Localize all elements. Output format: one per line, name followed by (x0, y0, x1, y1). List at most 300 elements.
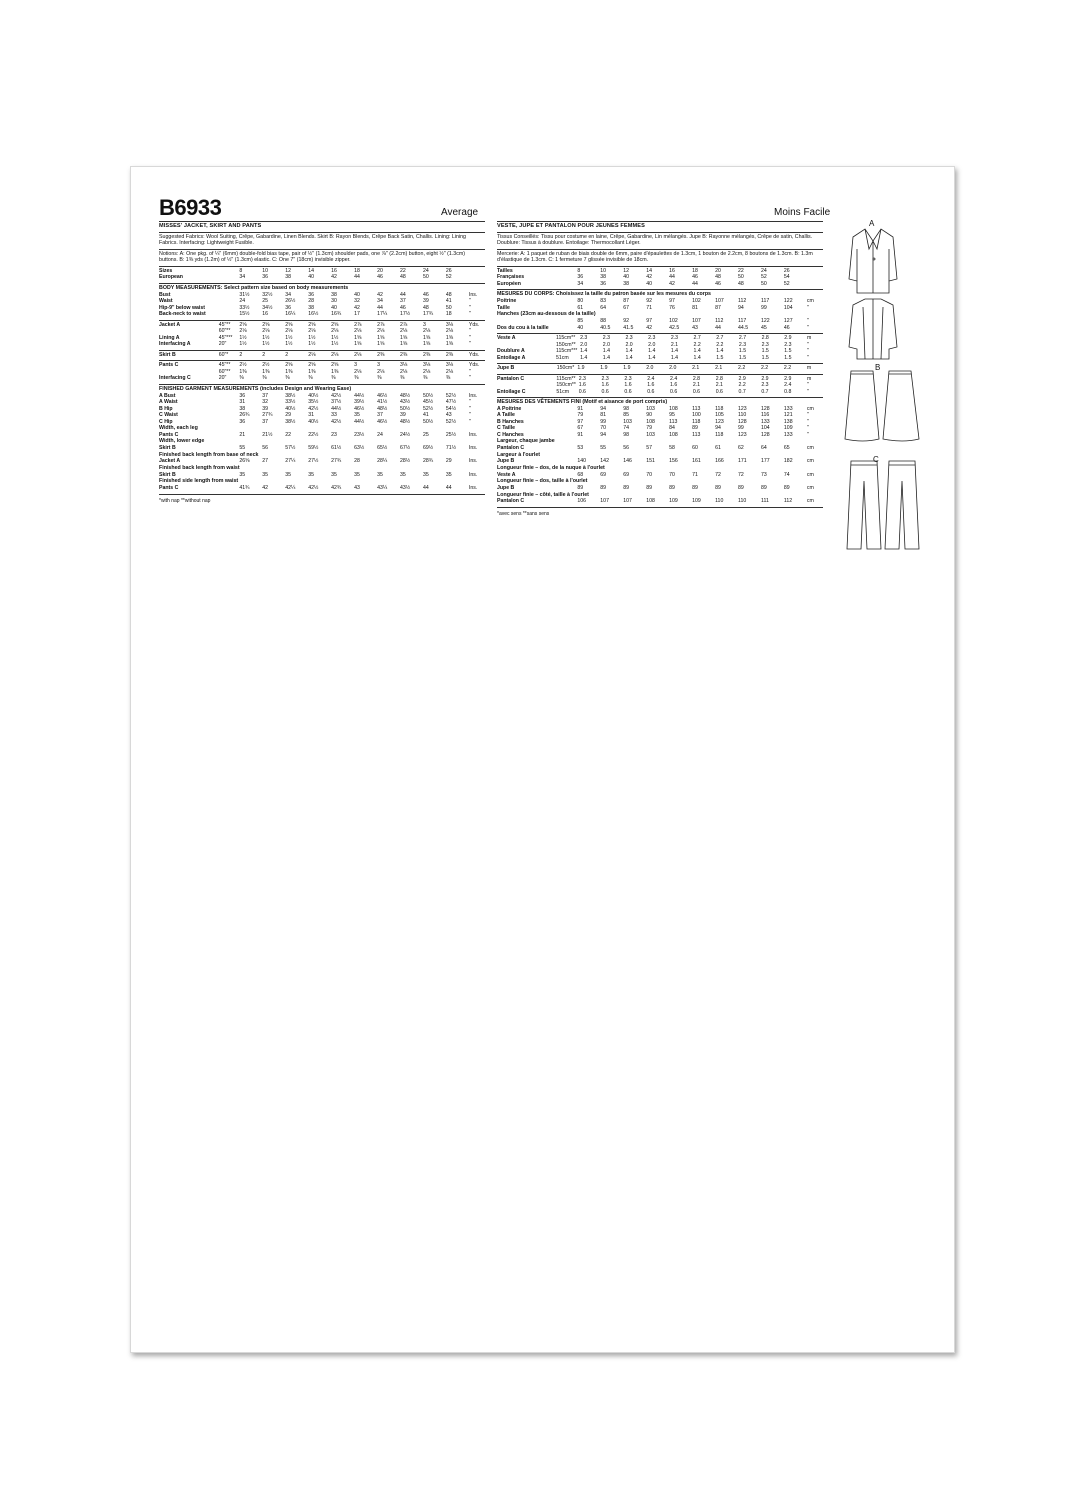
fabric-width: 150cm** (556, 341, 576, 348)
yardage-value: 0.6 (624, 388, 632, 395)
finished-value: 43 (445, 412, 452, 419)
measurement-value: 44 (377, 304, 383, 311)
sizes-table-en (159, 268, 485, 281)
measurement-value: 32 (354, 298, 360, 305)
spacer (469, 274, 485, 281)
finished-value: 40½ (285, 405, 296, 412)
yardage-value: 3⅛ (422, 362, 431, 369)
yardage-value: ⅜ (400, 375, 405, 382)
finished-value: 41¾ (239, 485, 250, 492)
measurement-label: Back-neck to waist (159, 311, 206, 318)
size-value: 12 (285, 267, 292, 274)
finished-unit: " (806, 418, 809, 425)
finished-value: 71 (692, 471, 698, 478)
finished-value: 31 (308, 412, 314, 419)
measurement-unit: " (468, 304, 471, 311)
footnote-fr: *avec sens **sans sens (497, 510, 550, 517)
finished-value: 116 (760, 412, 770, 419)
finished-value: 133 (783, 405, 793, 412)
difficulty-level-fr: Moins Facile (774, 207, 831, 218)
measurement-value: 41 (445, 298, 452, 305)
finished-unit: " (468, 418, 471, 425)
measurement-value: 61 (577, 304, 584, 311)
finished-row (159, 485, 485, 492)
yardage-value: 0.6 (715, 388, 723, 395)
finished-value: 107 (600, 498, 609, 505)
finished-value: 89 (623, 485, 630, 492)
finished-value: 94 (600, 405, 607, 412)
yardage-value: 2.3 (738, 341, 747, 348)
finished-value: 48½ (377, 405, 388, 412)
spacer (557, 325, 578, 332)
measurement-value: 16½ (308, 311, 319, 318)
view-label-b: B (875, 363, 881, 372)
finished-value: 25½ (445, 431, 457, 438)
finished-value: 84 (669, 425, 675, 432)
finished-label: A Bust (159, 392, 176, 399)
yardage-unit: m (806, 335, 812, 342)
finished-value: 23½ (354, 431, 365, 438)
measurement-value: 71 (646, 304, 652, 311)
finished-value: 89 (669, 485, 675, 492)
finished-value: 27¼ (285, 458, 296, 465)
finished-value: 89 (715, 485, 721, 492)
finished-unit: cm (806, 471, 814, 478)
finished-value: 108 (669, 405, 678, 412)
yardage-value: 2.9 (738, 375, 746, 382)
measurement-value: 87 (623, 298, 630, 305)
yardage-value: 1⅜ (331, 368, 339, 375)
finished-value: 42½ (308, 405, 319, 412)
finished-value: 110 (738, 498, 747, 505)
yardage-value: 2.0 (669, 365, 677, 372)
finished-value: 138 (783, 418, 793, 425)
measurement-value: 40.5 (600, 324, 611, 331)
finished-table (497, 406, 823, 505)
yardage-value: 1⅝ (445, 334, 454, 341)
fabric-width: 60"** (218, 328, 231, 335)
yardage-value: ⅜ (308, 375, 313, 382)
spacer (807, 281, 823, 288)
yardage-group-fr (497, 334, 823, 364)
finished-value: 21½ (262, 431, 273, 438)
finished-value: 48½ (400, 392, 411, 399)
fabric-width: 45"*** (218, 334, 233, 341)
finished-label: Jupe B (497, 458, 515, 465)
yardage-value: 2⅝ (239, 321, 247, 328)
measurement-value: 97 (669, 298, 675, 305)
yardage-value: ⅜ (262, 375, 267, 382)
yardage-value: 2⅛ (422, 368, 431, 375)
size-value: 50 (422, 274, 429, 281)
garment-title-fr: VESTE, JUPE ET PANTALON POUR JEUNES FEMMES (497, 222, 823, 233)
finished-measurements-fr (497, 398, 823, 508)
finished-row (159, 478, 485, 485)
size-value: 36 (262, 274, 269, 281)
yardage-value: 1.4 (580, 354, 588, 361)
finished-value: 107 (623, 498, 632, 505)
yardage-group-en (159, 361, 485, 385)
finished-row (159, 425, 485, 432)
finished-value: 99 (738, 425, 744, 432)
finished-row (497, 498, 823, 505)
finished-value: 123 (715, 418, 724, 425)
finished-value: 73 (760, 471, 767, 478)
finished-value: 26¾ (239, 412, 250, 419)
finished-value: 70 (646, 471, 652, 478)
yardage-row (497, 355, 823, 362)
yardage-value: 2.3 (601, 375, 609, 382)
measurement-unit: " (468, 298, 471, 305)
finished-value: 37 (262, 418, 269, 425)
size-value: 38 (285, 274, 292, 281)
measurement-value: 16¼ (285, 311, 296, 318)
yardage-value: 0.6 (670, 388, 678, 395)
yardage-value: 1½ (331, 334, 339, 341)
finished-value: 35 (400, 471, 406, 478)
finished-row (497, 438, 823, 445)
yardage-value: 2.3 (670, 335, 679, 342)
yardage-value: 1⅝ (354, 334, 362, 341)
size-value: 18 (692, 267, 698, 274)
yardage-table (159, 362, 485, 382)
finished-label: Pantalon C (497, 498, 525, 505)
measurement-value: 76 (669, 304, 675, 311)
yardage-table (497, 365, 823, 372)
yardage-unit: m (806, 365, 812, 372)
measurement-value: 107 (692, 318, 701, 325)
fabric-width: 60"** (218, 368, 231, 375)
yardage-row (497, 365, 823, 372)
finished-value: 89 (760, 485, 767, 492)
yardage-value: 2.3 (761, 341, 769, 348)
size-value: 52 (783, 280, 790, 287)
yardage-value: 2⅝ (285, 362, 293, 369)
yardage-value: 0.7 (761, 388, 769, 395)
finished-value: 140 (577, 458, 586, 465)
finished-row (497, 452, 823, 459)
size-value: 48 (715, 274, 721, 281)
yardage-value: 0.6 (601, 388, 609, 395)
yardage-unit: " (468, 328, 471, 335)
finished-value: 36 (239, 418, 246, 425)
measurement-unit: " (468, 311, 471, 318)
yardage-table (159, 322, 485, 348)
finished-value: 58 (669, 445, 675, 452)
measurement-unit: cm (806, 298, 814, 305)
finished-row (159, 438, 485, 445)
finished-section: Longueur finie – dos, taille à l'ourlet (497, 478, 588, 485)
measurement-value: 18 (445, 311, 452, 318)
measurement-unit: Ins. (468, 291, 478, 298)
finished-unit: cm (806, 405, 814, 412)
finished-value: 97 (577, 418, 584, 425)
yardage-value: 2.0 (602, 341, 611, 348)
yardage-unit: " (468, 368, 471, 375)
yardage-value: 2⅛ (262, 328, 270, 335)
finished-value: 43½ (400, 399, 411, 406)
spacer (557, 498, 578, 505)
yardage-unit: " (807, 382, 809, 389)
measurement-value: 25 (262, 298, 269, 305)
finished-label: A Poitrine (497, 405, 522, 412)
finished-value: 108 (646, 418, 655, 425)
finished-unit: Ins. (468, 392, 478, 399)
yardage-value: 3⅛ (445, 321, 454, 328)
measurement-value: 17 (354, 311, 360, 318)
size-value: 16 (331, 267, 337, 274)
finished-value: 36 (239, 392, 246, 399)
size-value: 34 (577, 280, 584, 287)
finished-value: 67 (577, 425, 584, 432)
yardage-label: Pants C (159, 362, 179, 369)
measurement-value: 83 (600, 298, 607, 305)
finished-unit: " (468, 399, 471, 406)
finished-value: 79 (646, 425, 652, 432)
size-row (159, 274, 485, 281)
yardage-row (159, 341, 485, 348)
yardage-row (497, 389, 823, 396)
finished-value: 35 (285, 471, 292, 478)
yardage-label: Interfacing A (159, 341, 191, 348)
measurement-value: 117 (738, 318, 747, 325)
finished-value: 123 (738, 431, 747, 438)
sizes-block-fr (497, 267, 823, 291)
yardage-value: 2.3 (602, 335, 611, 342)
yardage-value: 2⅝ (308, 321, 316, 328)
pattern-envelope-back (130, 166, 955, 1353)
finished-value: 35 (354, 412, 360, 419)
yardage-value: 2.3 (580, 335, 588, 342)
finished-value: 128 (738, 418, 747, 425)
finished-value: 44 (445, 485, 452, 492)
yardage-value: 2.7 (693, 335, 701, 342)
yardage-group-en (159, 351, 485, 362)
yardage-value: 2.4 (647, 375, 655, 382)
finished-value: 74 (783, 471, 790, 478)
yardage-value: 1.5 (761, 348, 769, 355)
fabric-width: 51cm (556, 354, 569, 361)
measurement-value: 42.5 (669, 324, 680, 331)
finished-table (159, 393, 485, 492)
measurement-value: 80 (577, 298, 584, 305)
finished-value: 108 (669, 431, 678, 438)
yardage-table (497, 335, 823, 361)
yardage-value: 1⅜ (239, 368, 247, 375)
yardage-value: 1.4 (670, 348, 679, 355)
finished-value: 94 (600, 431, 607, 438)
finished-value: 54½ (445, 405, 457, 412)
yardage-label: Doublure A (497, 348, 525, 355)
measurement-value: 44 (400, 291, 406, 298)
size-value: 34 (239, 274, 246, 281)
finished-value: 113 (692, 431, 701, 438)
yardage-row (159, 352, 485, 359)
yardage-value: 2.7 (716, 335, 724, 342)
yardage-unit: " (806, 341, 809, 348)
measurement-value: 40 (331, 304, 337, 311)
finished-value: 32 (262, 399, 269, 406)
measurement-value: 17¼ (377, 311, 388, 318)
yardage-value: 1.4 (670, 354, 679, 361)
measurement-value: 42 (646, 324, 652, 331)
size-value: 22 (738, 267, 744, 274)
yardage-value: 1.4 (625, 348, 633, 355)
finished-value: 91 (577, 405, 584, 412)
yardage-value: 2.2 (738, 382, 746, 389)
finished-unit: Ins. (468, 485, 478, 492)
yardage-value: 0.6 (578, 388, 586, 395)
yardage-value: 2½ (262, 362, 270, 369)
finished-value: 166 (715, 458, 724, 465)
finished-unit: Ins. (468, 431, 478, 438)
yardage-value: 1.9 (577, 365, 585, 372)
measurement-unit: " (806, 324, 809, 331)
finished-value: 142 (600, 458, 609, 465)
yardage-value: 1⅜ (262, 368, 270, 375)
measurement-value: 46 (400, 304, 406, 311)
finished-value: 44½ (354, 418, 365, 425)
yardage-unit: " (806, 348, 809, 355)
yardage-value: 2.9 (761, 375, 769, 382)
size-row (497, 281, 823, 288)
finished-label: Pants C (159, 485, 179, 492)
finished-value: 104 (760, 425, 770, 432)
finished-label: A Taille (497, 412, 515, 419)
yardage-value: 1⅝ (422, 334, 431, 341)
yardage-value: 1⅜ (308, 368, 316, 375)
finished-unit: cm (806, 485, 814, 492)
size-value: 46 (692, 274, 698, 281)
yardage-table (497, 376, 823, 396)
yardage-value: 3 (377, 362, 380, 369)
finished-label: C Hanches (497, 431, 524, 438)
measurement-section: Hanches (23cm au-dessous de la taille) (497, 311, 596, 318)
finished-value: 35½ (308, 399, 319, 406)
finished-value: 56 (623, 445, 630, 452)
size-value: 24 (422, 267, 429, 274)
finished-value: 38 (239, 405, 246, 412)
finished-unit: cm (806, 458, 814, 465)
finished-value: 55 (600, 445, 607, 452)
fabric-width: 45"** (218, 362, 231, 369)
finished-value: 27¾ (331, 458, 342, 465)
finished-value: 59½ (308, 445, 319, 452)
yardage-value: 2⅝ (331, 321, 339, 328)
garment-title-en: MISSES' JACKET, SKIRT AND PANTS (159, 222, 485, 233)
size-value: 42 (331, 274, 337, 281)
finished-value: 109 (692, 498, 701, 505)
finished-value: 23 (331, 431, 337, 438)
finished-value: 50½ (422, 392, 434, 399)
finished-value: 57 (646, 445, 652, 452)
finished-value: 37 (377, 412, 383, 419)
finished-unit: " (468, 405, 471, 412)
yardage-unit: " (807, 388, 809, 395)
yardage-value: 1.5 (761, 354, 769, 361)
finished-value: 56 (262, 445, 269, 452)
yardage-value: 1⅝ (377, 334, 385, 341)
finished-unit: cm (806, 498, 814, 505)
size-value: 54 (783, 274, 790, 281)
finished-value: 35 (308, 471, 314, 478)
measurement-value: 112 (715, 318, 724, 325)
finished-value: 89 (600, 485, 607, 492)
finished-section: Largeur, chaque jambe (497, 438, 555, 445)
measurement-value: 85 (577, 318, 584, 325)
finished-value: 94 (715, 425, 721, 432)
measurement-value: 40 (577, 324, 584, 331)
measurement-value: 34 (377, 298, 383, 305)
fabric-width: 20" (218, 341, 227, 348)
measurement-value: 92 (623, 318, 630, 325)
yardage-value: ⅜ (331, 375, 336, 382)
size-value: 36 (577, 274, 584, 281)
yardage-value: 1.4 (602, 348, 611, 355)
yardage-value: 1⅝ (445, 341, 454, 348)
finished-value: 35 (445, 471, 452, 478)
finished-unit: " (806, 412, 809, 419)
yardage-value: 2.8 (715, 375, 723, 382)
finished-value: 108 (646, 498, 655, 505)
finished-value: 89 (692, 425, 698, 432)
measurement-value: 81 (692, 304, 698, 311)
yardage-value: 2⅛ (308, 351, 316, 358)
finished-row (159, 452, 485, 459)
yardage-label: Interfacing C (159, 375, 191, 382)
measurement-value: 87 (715, 304, 721, 311)
notions-text-en: Notions: A: One pkg. of ¼" (6mm) double-fold bias tape, pair of ½" (1.3cm) shoulder pads, one ⅞" (2.2cm) button, eight ½" (1.3cm) buttons. B: 1⅜ yds (1.2m) of ½" (1.3cm) elastic. C: One 7" (18cm) invisible zipper. (159, 250, 485, 267)
finished-value: 35 (422, 471, 429, 478)
yardage-value: 0.6 (692, 388, 701, 395)
yardage-value: 3⅛ (445, 362, 454, 369)
size-value: 14 (646, 267, 652, 274)
yardage-unit: " (806, 354, 809, 361)
yardage-value: 2⅝ (308, 362, 316, 369)
measurement-value: 44.5 (738, 324, 749, 331)
notions-text-fr: Mercerie: A: 1 paquet de ruban de biais double de 6mm, paire d'épaulettes de 1.3cm, 1 bouton de 2.2cm, 8 boutons de 1.3cm. B: 1.3m d'élastique de 1.3cm. C: 1 fermeture 7 glissée invisible de 18cm. (497, 250, 823, 267)
finished-value: 100 (692, 412, 701, 419)
fabric-width: 150cm* (556, 365, 575, 372)
finished-value: 39 (400, 412, 406, 419)
finished-value: 35 (262, 471, 269, 478)
finished-value: 133 (760, 418, 770, 425)
yardage-value: 2 (285, 351, 289, 358)
spacer (219, 311, 240, 318)
yardage-value: 2⅛ (422, 328, 431, 335)
yardage-label: Veste A (497, 335, 516, 342)
finished-row (497, 492, 823, 499)
finished-value: 65½ (377, 445, 388, 452)
measurement-unit: " (806, 304, 809, 311)
finished-value: 79 (577, 412, 584, 419)
yardage-unit: " (468, 341, 471, 348)
finished-value: 33 (331, 412, 337, 419)
yardage-label: Entoilage A (497, 354, 526, 361)
finished-value: 38½ (285, 418, 296, 425)
measurement-value: 107 (715, 298, 724, 305)
jacket-front-sketch (849, 229, 897, 293)
yardage-value: 2 (239, 351, 243, 358)
yardage-value: 2.3 (625, 335, 633, 342)
spacer (219, 274, 240, 281)
measurement-unit: " (806, 318, 809, 325)
finished-value: 28 (354, 458, 360, 465)
size-value: 20 (377, 267, 383, 274)
finished-label: Skirt B (159, 471, 176, 478)
size-value: 26 (783, 267, 790, 274)
size-value: 8 (577, 267, 581, 274)
